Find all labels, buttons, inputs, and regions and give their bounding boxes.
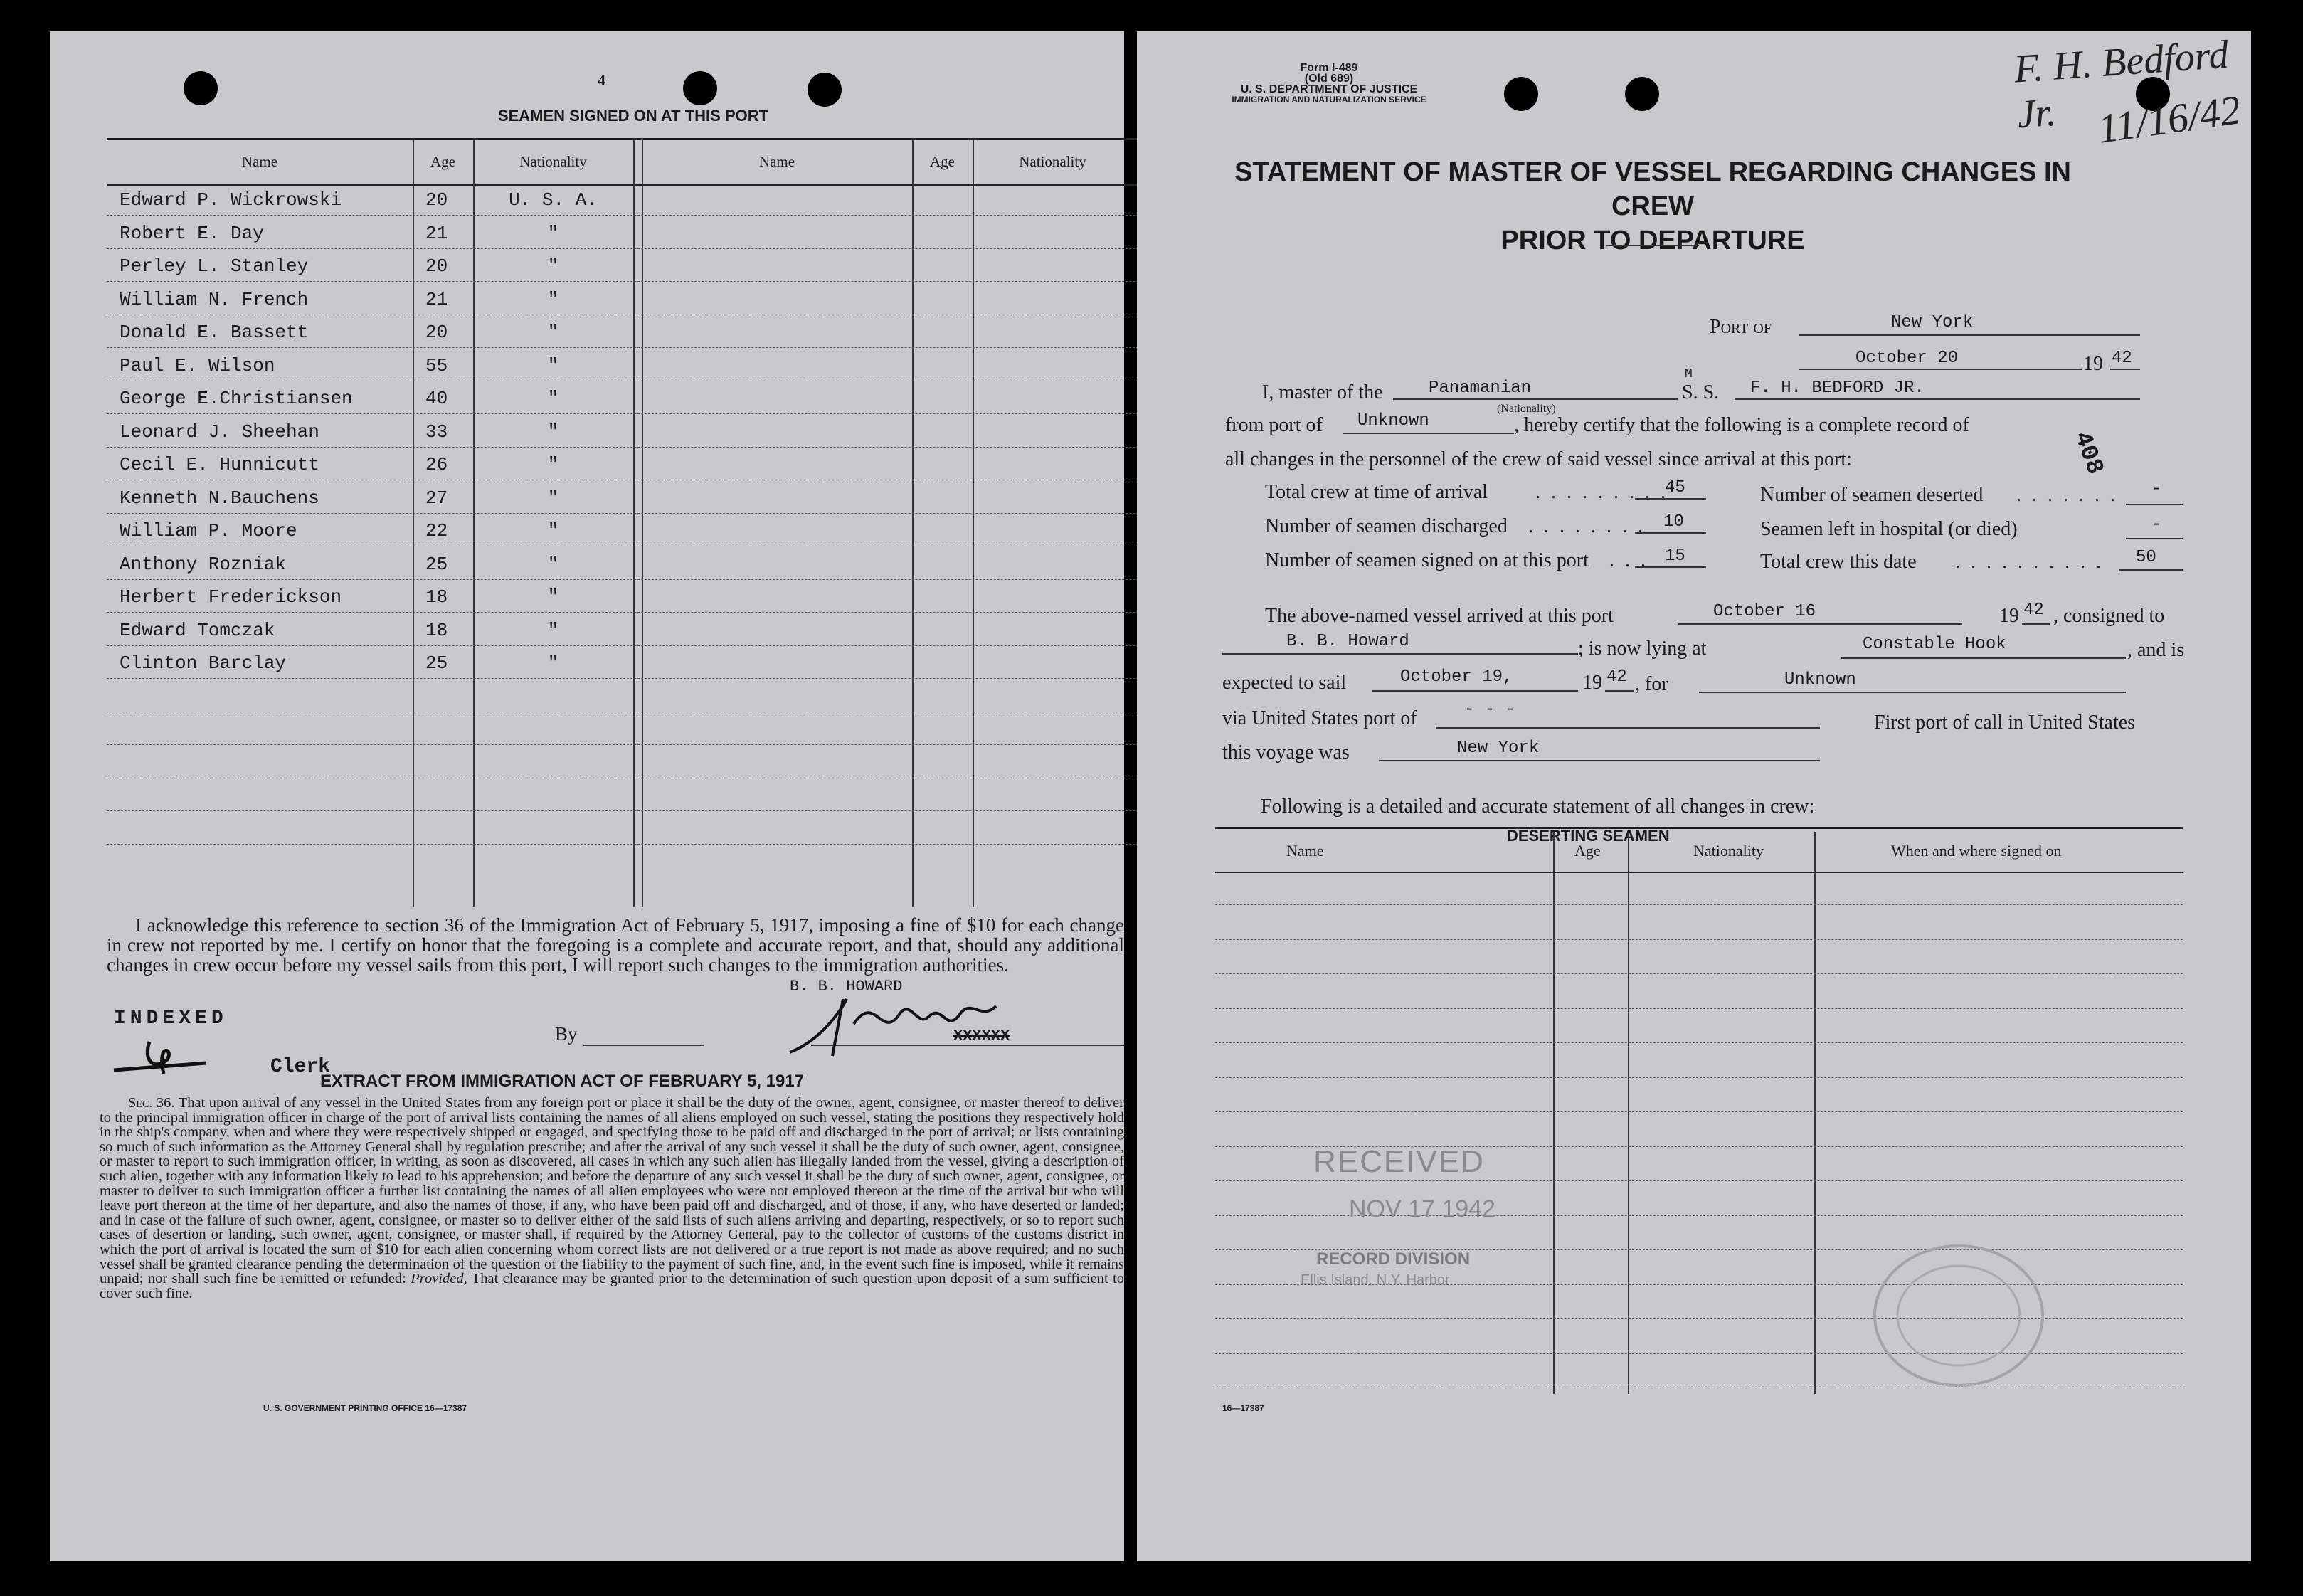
seamen-signed-on-table — [107, 138, 1138, 907]
seaman-name: George E.Christiansen — [120, 388, 353, 409]
seaman-age: 21 — [425, 288, 448, 310]
from-port-value: Unknown — [1357, 411, 1429, 430]
changes-text: all changes in the personnel of the crew of said vessel since arrival at this port: — [1225, 448, 1852, 470]
handwritten-date-note: 11/16/42 — [2095, 86, 2244, 152]
column-header-age-2: Age — [930, 153, 955, 170]
seaman-nationality: " — [547, 288, 559, 310]
deserted-value: - — [2151, 480, 2162, 499]
this-voyage-label: this voyage was — [1222, 741, 1350, 763]
signed-on-label: Number of seamen signed on at this port — [1265, 549, 1589, 571]
sail-year-prefix: 19 — [1582, 672, 1602, 694]
punch-hole — [683, 71, 717, 105]
table-row — [107, 248, 1138, 282]
vessel-name: F. H. BEDFORD JR. — [1750, 379, 1925, 398]
seaman-name: Paul E. Wilson — [120, 354, 275, 376]
handwritten-vessel-note: F. H. Bedford Jr. — [2013, 32, 2230, 137]
table-row — [107, 679, 1138, 712]
consignee-value: B. B. Howard — [1286, 632, 1409, 651]
column-header-age: Age — [430, 153, 455, 170]
seaman-nationality: " — [547, 487, 559, 509]
sail-year: 42 — [1606, 667, 1627, 687]
table-row — [107, 579, 1138, 613]
footer-code: 16—17387 — [1222, 1403, 1264, 1413]
deserted-label: Number of seamen deserted — [1760, 484, 1984, 506]
seaman-name: William N. French — [120, 288, 309, 310]
port-value: New York — [1891, 313, 1974, 332]
table-row — [107, 778, 1138, 811]
motor-ship-prefix: M — [1685, 367, 1693, 381]
first-port-label: First port of call in United States — [1874, 712, 2136, 734]
seaman-nationality: " — [547, 354, 559, 376]
table-row — [107, 315, 1138, 348]
seaman-name: Edward Tomczak — [120, 619, 275, 641]
seaman-name: Robert E. Day — [120, 222, 264, 244]
table-row — [107, 811, 1138, 845]
deserting-title: DESERTING SEAMEN — [1507, 827, 1670, 845]
total-crew-date-label: Total crew this date — [1760, 551, 1917, 573]
seaman-nationality: " — [547, 388, 559, 409]
deserting-table-row — [1215, 976, 2183, 1009]
discharged-value: 10 — [1663, 512, 1684, 532]
column-header-nationality-2: Nationality — [1019, 153, 1086, 170]
seaman-nationality: " — [547, 255, 559, 277]
printer-line: U. S. GOVERNMENT PRINTING OFFICE 16—17387 — [263, 1403, 467, 1413]
column-header-nationality: Nationality — [519, 153, 587, 170]
table-row — [107, 381, 1138, 414]
table-row — [107, 447, 1138, 480]
table-row — [107, 712, 1138, 745]
deserting-table-row — [1215, 872, 2183, 905]
via-label: via United States port of — [1222, 707, 1417, 729]
consigned-label: , consigned to — [2053, 605, 2165, 627]
extract-title: EXTRACT FROM IMMIGRATION ACT OF FEBRUARY 5, 1917 — [320, 1072, 805, 1091]
master-label: I, master of the — [1262, 381, 1383, 403]
clerk-label: Clerk — [270, 1056, 331, 1078]
seaman-nationality: U. S. A. — [509, 189, 598, 211]
seaman-age: 26 — [425, 454, 448, 475]
deserting-table-row — [1215, 1079, 2183, 1112]
seaman-nationality: " — [547, 322, 559, 343]
seaman-age: 21 — [425, 222, 448, 244]
table-row — [107, 745, 1138, 778]
punch-hole — [1625, 77, 1659, 111]
table-row — [107, 613, 1138, 646]
discharged-label: Number of seamen discharged — [1265, 515, 1508, 537]
year-prefix: 19 — [2083, 353, 2103, 375]
seaman-nationality: " — [547, 421, 559, 443]
total-crew-date-value: 50 — [2136, 548, 2156, 567]
first-port-value: New York — [1457, 739, 1540, 758]
seaman-name: Clinton Barclay — [120, 652, 287, 674]
seaman-name: Edward P. Wickrowski — [120, 189, 342, 211]
and-is-label: , and is — [2127, 639, 2185, 661]
by-label: By — [555, 1023, 578, 1045]
seaman-age: 27 — [425, 487, 448, 509]
typed-master-name: B. B. HOWARD — [790, 978, 903, 995]
statement-year: 42 — [2112, 349, 2132, 368]
seaman-name: Kenneth N.Bauchens — [120, 487, 319, 509]
nationality-caption: (Nationality) — [1497, 403, 1556, 415]
seaman-name: Leonard J. Sheehan — [120, 421, 319, 443]
lying-at-value: Constable Hook — [1863, 635, 2006, 654]
deserting-table-row — [1215, 1045, 2183, 1078]
form-title: STATEMENT OF MASTER OF VESSEL REGARDING CHANGES IN CREW PRIOR TO DEPARTURE — [1234, 157, 2071, 255]
indexed-stamp: INDEXED — [114, 1008, 228, 1030]
seaman-age: 40 — [425, 388, 448, 409]
for-label: , for — [1635, 673, 1668, 695]
seaman-nationality: " — [547, 553, 559, 575]
arrived-year: 42 — [2023, 601, 2044, 620]
master-signature — [775, 985, 1010, 1063]
deserting-column-nationality: Nationality — [1693, 842, 1764, 860]
total-crew-arrival-value: 45 — [1665, 478, 1685, 497]
following-text: Following is a detailed and accurate statement of all changes in crew: — [1261, 796, 1815, 818]
seaman-age: 22 — [425, 520, 448, 541]
punch-hole — [1504, 77, 1538, 111]
received-stamp-location: Ellis Island, N.Y. Harbor — [1301, 1272, 1450, 1288]
seaman-age: 18 — [425, 619, 448, 641]
hospital-value: - — [2151, 515, 2162, 534]
right-page: Form I-489 (Old 689) U. S. DEPARTMENT OF JUSTICE IMMIGRATION AND NATURALIZATION SERVICE F. H. Bedford Jr. 11/16/42 STATEMENT OF MASTER OF VESSEL REGARDING CHANGES IN CREW PRIOR TO DEPARTURE Port of New York October 20 19 42 I, master of the Panamanian (Nationality) M S. S. F. H. BEDFORD JR. from port of Unknown , hereby certify that the following is a complete record of all changes in the personnel of the crew of said vessel since arrival at this port: 408 Total crew at time of arrival . . . . . . . . . 45 Number of seamen deserted . . . . . . . - Number of seamen discharged . . . . . . . . 10 Seamen left in hospital (or died) - Number of seamen signed on at this port . . . 15 Total crew this date . . . . . . . . . . 50 The above-named vessel arrived at this port October 16 19 42 , consigned to B. B. Howard ; is now lying at Constable Hook , and is expected to sail October 19, 19 42 , for Unknown via United States port of - - - First port of call in United States this voyage was New York Following is a detailed and accurate statement of all changes in crew: DESERTING SEAMEN Name Age Nationality When and where signed on RECEIVED NOV 17 1942 RECORD DIVISION Ellis Island, N.Y. Harbor 16—17387 — [1137, 31, 2251, 1561]
table-row — [107, 414, 1138, 448]
arrived-date: October 16 — [1713, 602, 1816, 621]
table-row — [107, 513, 1138, 546]
table-row — [107, 282, 1138, 315]
seaman-name: Perley L. Stanley — [120, 255, 309, 277]
seaman-nationality: " — [547, 222, 559, 244]
statement-date: October 20 — [1855, 349, 1959, 368]
deserting-table-row — [1215, 1010, 2183, 1043]
faded-seal-stamp — [1870, 1241, 2048, 1390]
vessel-nationality: Panamanian — [1429, 379, 1532, 398]
seaman-age: 18 — [425, 586, 448, 608]
column-header-name: Name — [241, 153, 278, 170]
deserting-table-row — [1215, 1114, 2183, 1147]
received-stamp: RECEIVED — [1313, 1144, 1485, 1179]
seaman-nationality: " — [547, 619, 559, 641]
certify-text: , hereby certify that the following is a complete record of — [1514, 414, 1969, 436]
ss-label: S. S. — [1682, 381, 1720, 403]
deserting-column-signed-on: When and where signed on — [1891, 842, 2062, 860]
seaman-name: Herbert Frederickson — [120, 586, 342, 608]
deserting-column-name: Name — [1286, 842, 1324, 860]
page-number: 4 — [598, 71, 605, 89]
arrived-year-prefix: 19 — [1999, 605, 2019, 627]
seaman-nationality: " — [547, 652, 559, 674]
struck-title: XXXXXX — [953, 1027, 1010, 1045]
seaman-nationality: " — [547, 454, 559, 475]
table-row — [107, 546, 1138, 580]
seaman-nationality: " — [547, 586, 559, 608]
seaman-age: 25 — [425, 553, 448, 575]
hospital-label: Seamen left in hospital (or died) — [1760, 518, 2018, 540]
extract-body: Sec. 36. That upon arrival of any vessel in the United States from any foreign port or place it shall be the duty of the owner, agent, consignee, or master thereof to deliver to the principal immigration officer in charge of the port of arrival lists containing the names of all aliens employed on such vessel, stating the positions they respectively hold in the ship's company, when and where they were respectively shipped or engaged, and specifying those to be paid off and discharged in the port of arrival; or lists containing so much of such information as the Attorney General shall by regulation prescribe; and after the arrival of any such vessel it shall be the duty of such owner, agent, consignee, or master to report to such immigration officer, in writing, as soon as discovered, all cases in which any such alien has illegally landed from the vessel, giving a description of such alien, together with any information likely to lead to his apprehension; and before the departure of any such vessel it shall be the duty of such owner, agent, consignee, or master to deliver to such immigration officer a further list containing the names of all alien employees who were not employed thereon at the time of the arrival but who will leave port thereon at the time of her departure, and also the names of those, if any, who have been paid off and discharged, and of those, if any, who have deserted or landed; and in case of the failure of such owner, agent, consignee, or master so to deliver either of the said lists of such aliens arriving and departing, respectively, or so to report such cases of desertion or landing, such owner, agent, consignee, or master shall, if required by the Attorney General, pay to the collector of customs of the customs district in which the port of arrival is located the sum of $10 for each alien concerning whom correct lists are not delivered or a true report is not made as above required; and no such vessel shall be granted clearance pending the determination of the question of the liability to the payment of such fine, and, in the event such fine is imposed, while it remains unpaid; nor shall such fine be remitted or refunded: Provided, That clearance may be granted prior to the determination of such question upon deposit of a sum sufficient to cover such fine. — [100, 1095, 1125, 1301]
seaman-nationality: " — [547, 520, 559, 541]
table-row — [107, 348, 1138, 381]
table-row — [107, 216, 1138, 249]
stamped-page-number: 408 — [2068, 428, 2108, 479]
port-label: Port of — [1710, 316, 1772, 338]
table-row — [107, 645, 1138, 679]
for-value: Unknown — [1784, 670, 1856, 689]
punch-hole — [184, 71, 218, 105]
table-header — [107, 138, 1138, 186]
seaman-age: 20 — [425, 255, 448, 277]
signed-on-value: 15 — [1665, 546, 1685, 566]
from-port-label: from port of — [1225, 414, 1323, 436]
seaman-age: 20 — [425, 322, 448, 343]
deserting-table-row — [1215, 941, 2183, 974]
acknowledgement-text: I acknowledge this reference to section 36 of the Immigration Act of February 5, 1917, imposing a fine of $10 for each change in crew not reported by me. I certify on honor that the foregoing is a complete and accurate report, and that, should any additional changes in crew occur before my vessel sails from this port, I will report such changes to the immigration authorities. — [107, 914, 1124, 976]
deserting-table-row — [1215, 907, 2183, 940]
expected-label: expected to sail — [1222, 672, 1347, 694]
seaman-name: William P. Moore — [120, 520, 297, 541]
seaman-age: 25 — [425, 652, 448, 674]
deserting-column-age: Age — [1574, 842, 1601, 860]
lying-label: ; is now lying at — [1578, 638, 1707, 660]
seaman-age: 33 — [425, 421, 448, 443]
received-stamp-date: NOV 17 1942 — [1349, 1195, 1496, 1222]
clerk-initials-signature — [107, 1027, 213, 1084]
seaman-name: Cecil E. Hunnicutt — [120, 454, 319, 475]
form-header: Form I-489 (Old 689) U. S. DEPARTMENT OF JUSTICE IMMIGRATION AND NATURALIZATION SERVICE — [1232, 62, 1426, 105]
seaman-age: 20 — [425, 189, 448, 211]
section-title: SEAMEN SIGNED ON AT THIS PORT — [497, 107, 769, 125]
left-page — [50, 31, 1124, 1561]
sail-date: October 19, — [1400, 667, 1513, 687]
table-row — [107, 182, 1138, 216]
column-header-name-2: Name — [758, 153, 795, 170]
received-stamp-division: RECORD DIVISION — [1316, 1249, 1471, 1269]
punch-hole — [808, 73, 842, 107]
seaman-age: 55 — [425, 354, 448, 376]
arrived-label: The above-named vessel arrived at this port — [1265, 605, 1614, 627]
seaman-name: Anthony Rozniak — [120, 553, 287, 575]
total-crew-arrival-label: Total crew at time of arrival — [1265, 481, 1488, 503]
table-row — [107, 480, 1138, 514]
via-value: - - - — [1464, 700, 1516, 719]
seaman-name: Donald E. Bassett — [120, 322, 309, 343]
